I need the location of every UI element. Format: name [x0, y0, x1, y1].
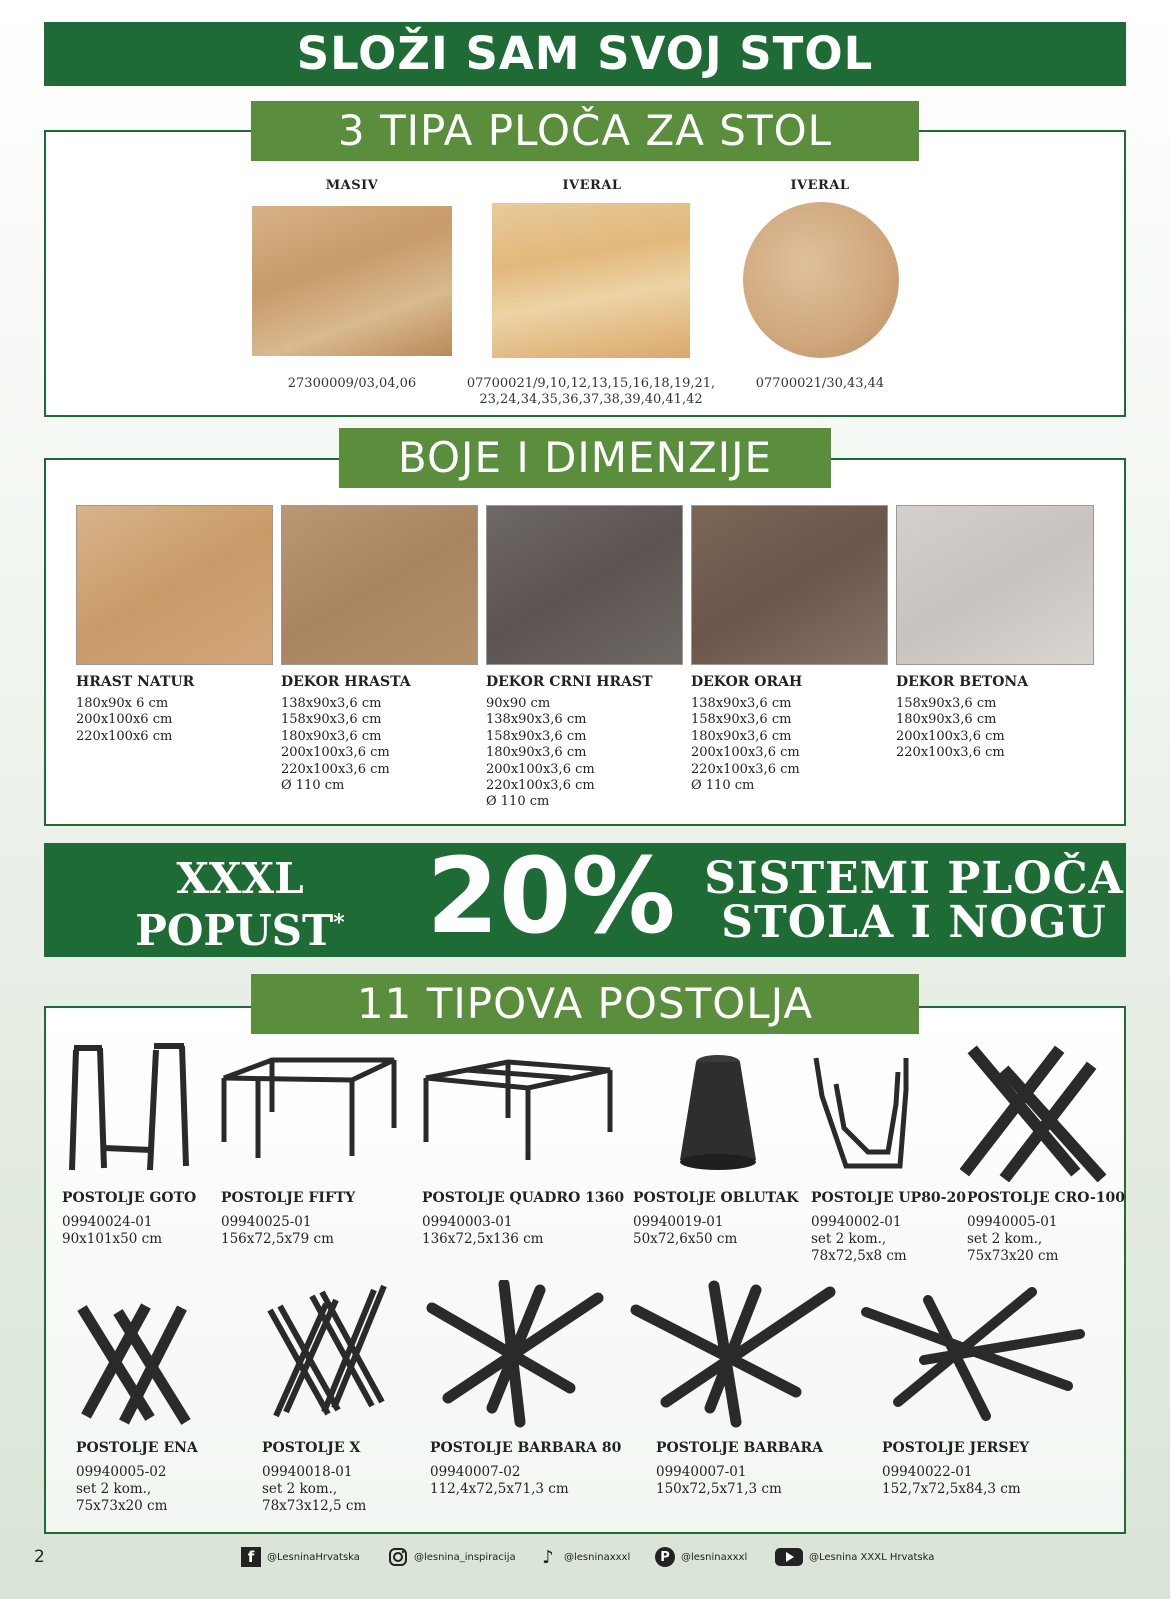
leg-name: POSTOLJE X	[262, 1440, 361, 1456]
leg-details	[221, 1214, 355, 1248]
leg-code: 09940005-02	[76, 1464, 167, 1480]
leg-dimensions: 78x73x12,5 cm	[262, 1498, 367, 1514]
dim-line: 200x100x3,6 cm	[691, 745, 800, 761]
leg-dimensions: 78x72,5x8 cm	[811, 1248, 907, 1264]
leg-details	[422, 1214, 624, 1248]
leg-info-fifty	[221, 1190, 355, 1248]
leg-info-ena	[76, 1440, 198, 1515]
leg-name: POSTOLJE GOTO	[62, 1190, 197, 1206]
leg-details	[76, 1464, 198, 1515]
leg-dimensions: 136x72,5x136 cm	[422, 1231, 544, 1247]
leg-set: set 2 kom.,	[811, 1231, 887, 1247]
leg-name: POSTOLJE BARBARA	[656, 1440, 823, 1456]
board-title-iveral-round: IVERAL	[790, 178, 850, 193]
color-dims	[896, 696, 1094, 762]
color-info-hrast-natur	[76, 674, 273, 745]
leg-name: POSTOLJE BARBARA 80	[430, 1440, 622, 1456]
color-name: HRAST NATUR	[76, 674, 195, 690]
leg-up80-drawing	[810, 1050, 930, 1176]
promo-xxxl: XXXL	[176, 854, 304, 903]
dim-line: 180x90x3,6 cm	[691, 728, 792, 744]
facebook-icon: f	[241, 1547, 261, 1567]
leg-name: POSTOLJE JERSEY	[882, 1440, 1030, 1456]
leg-details	[430, 1464, 621, 1498]
leg-info-quadro	[422, 1190, 624, 1248]
footer-youtube-handle: @Lesnina XXXL Hrvatska	[809, 1551, 935, 1563]
youtube-icon	[775, 1547, 803, 1567]
boards-section-label: 3 TIPA PLOČA ZA STOL	[251, 101, 919, 161]
instagram-icon	[388, 1547, 408, 1567]
leg-fifty-drawing	[212, 1050, 402, 1170]
leg-code: 09940007-01	[656, 1464, 747, 1480]
board-code-masiv: 27300009/03,04,06	[287, 376, 417, 391]
leg-x-drawing	[256, 1282, 396, 1432]
color-info-dekor-hrasta	[281, 674, 478, 794]
leg-set: set 2 kom.,	[262, 1481, 338, 1497]
dim-line: 220x100x3,6 cm	[691, 761, 800, 777]
footer-instagram-handle: @lesnina_inspiracija	[414, 1551, 516, 1563]
promo-percent: 20%	[426, 835, 676, 957]
dim-line: 158x90x3,6 cm	[486, 728, 587, 744]
dim-line: 220x100x3,6 cm	[896, 745, 1005, 761]
leg-info-cro100	[967, 1190, 1125, 1265]
board-title-masiv: MASIV	[325, 178, 379, 193]
board-image-iveral-round	[743, 202, 899, 358]
leg-dimensions: 75x73x20 cm	[967, 1248, 1059, 1264]
page-number: 2	[34, 1547, 45, 1567]
board-code-iveral-line2: 23,24,34,35,36,37,38,39,40,41,42	[479, 392, 703, 407]
leg-name: POSTOLJE CRO-100	[967, 1190, 1125, 1206]
leg-info-oblutak	[633, 1190, 798, 1248]
promo-xxxl-popust	[110, 854, 370, 955]
leg-code: 09940003-01	[422, 1214, 513, 1230]
leg-name: POSTOLJE FIFTY	[221, 1190, 356, 1206]
footer-tiktok[interactable]	[538, 1547, 630, 1567]
leg-info-jersey	[882, 1440, 1029, 1498]
leg-barbara80-drawing	[420, 1280, 610, 1430]
color-name: DEKOR BETONA	[896, 674, 1029, 690]
dim-line: 180x90x3,6 cm	[281, 728, 382, 744]
dim-line: 138x90x3,6 cm	[486, 712, 587, 728]
board-code-iveral-line1: 07700021/9,10,12,13,15,16,18,19,21,	[466, 376, 716, 391]
dim-line: 158x90x3,6 cm	[281, 712, 382, 728]
footer-pinterest-handle: @lesninaxxxl	[681, 1551, 748, 1563]
promo-popust-line	[110, 901, 370, 953]
swatch-dekor-betona	[896, 505, 1094, 665]
dim-line: Ø 110 cm	[691, 778, 755, 794]
leg-quadro-drawing	[418, 1056, 618, 1168]
dim-line: 158x90x3,6 cm	[691, 712, 792, 728]
leg-set: set 2 kom.,	[76, 1481, 152, 1497]
dim-line: 200x100x3,6 cm	[896, 728, 1005, 744]
leg-code: 09940019-01	[633, 1214, 724, 1230]
swatch-dekor-crni-hrast	[486, 505, 683, 665]
color-info-dekor-betona	[896, 674, 1094, 762]
leg-code: 09940024-01	[62, 1214, 153, 1230]
leg-details	[967, 1214, 1125, 1265]
color-dims	[281, 696, 478, 794]
board-image-iveral	[492, 203, 690, 358]
leg-info-goto	[62, 1190, 196, 1248]
dim-line: 90x90 cm	[486, 696, 551, 711]
leg-name: POSTOLJE QUADRO 1360	[422, 1190, 625, 1206]
leg-name: POSTOLJE OBLUTAK	[633, 1190, 799, 1206]
board-code-iveral	[452, 376, 730, 408]
promo-popust: POPUST	[135, 906, 334, 955]
colors-section-label: BOJE I DIMENZIJE	[339, 428, 831, 488]
dim-line: 220x100x6 cm	[76, 728, 173, 744]
promo-banner	[44, 835, 1126, 957]
color-dims	[691, 696, 888, 794]
leg-set: set 2 kom.,	[967, 1231, 1043, 1247]
dim-line: 200x100x6 cm	[76, 712, 173, 728]
dim-line: Ø 110 cm	[281, 778, 345, 794]
leg-barbara-drawing	[626, 1278, 840, 1428]
leg-code: 09940007-02	[430, 1464, 521, 1480]
dim-line: 138x90x3,6 cm	[281, 696, 382, 711]
dim-line: 200x100x3,6 cm	[281, 745, 390, 761]
leg-code: 09940018-01	[262, 1464, 353, 1480]
pinterest-icon: P	[655, 1547, 675, 1567]
leg-details	[262, 1464, 366, 1515]
board-title-iveral: IVERAL	[562, 178, 622, 193]
dim-line: 180x90x3,6 cm	[486, 745, 587, 761]
leg-details	[882, 1464, 1029, 1498]
dim-line: 158x90x3,6 cm	[896, 696, 997, 711]
leg-info-up80	[811, 1190, 966, 1265]
leg-code: 09940002-01	[811, 1214, 902, 1230]
board-image-masiv	[252, 206, 452, 356]
color-dims	[486, 696, 683, 811]
leg-dimensions: 90x101x50 cm	[62, 1231, 163, 1247]
dim-line: 138x90x3,6 cm	[691, 696, 792, 711]
leg-details	[633, 1214, 798, 1248]
color-name: DEKOR HRASTA	[281, 674, 411, 690]
leg-name: POSTOLJE ENA	[76, 1440, 198, 1456]
leg-dimensions: 150x72,5x71,3 cm	[656, 1481, 782, 1497]
footer-facebook[interactable]	[241, 1547, 360, 1567]
leg-cro100-drawing	[960, 1044, 1110, 1182]
dim-line: 180x90x3,6 cm	[896, 712, 997, 728]
promo-right-line1: SISTEMI PLOČA	[704, 853, 1124, 904]
leg-dimensions: 156x72,5x79 cm	[221, 1231, 334, 1247]
leg-dimensions: 112,4x72,5x71,3 cm	[430, 1481, 569, 1497]
leg-details	[62, 1214, 196, 1248]
leg-jersey-drawing	[858, 1286, 1088, 1426]
leg-dimensions: 50x72,6x50 cm	[633, 1231, 738, 1247]
color-name: DEKOR ORAH	[691, 674, 803, 690]
dim-line: 220x100x3,6 cm	[281, 761, 390, 777]
board-code-iveral-round: 07700021/30,43,44	[755, 376, 885, 391]
color-info-dekor-orah	[691, 674, 888, 794]
dim-line: 200x100x3,6 cm	[486, 761, 595, 777]
leg-goto-drawing	[62, 1038, 202, 1178]
promo-asterisk: *	[333, 910, 345, 936]
dim-line: Ø 110 cm	[486, 794, 550, 810]
leg-code: 09940005-01	[967, 1214, 1058, 1230]
leg-dimensions: 152,7x72,5x84,3 cm	[882, 1481, 1021, 1497]
leg-dimensions: 75x73x20 cm	[76, 1498, 168, 1514]
page-title: SLOŽI SAM SVOJ STOL	[44, 22, 1126, 86]
swatch-dekor-hrasta	[281, 505, 478, 665]
color-info-dekor-crni-hrast	[486, 674, 683, 811]
leg-info-barbara80	[430, 1440, 621, 1498]
color-dims	[76, 696, 273, 745]
tiktok-icon: ♪	[542, 1546, 554, 1568]
footer-pinterest[interactable]	[655, 1547, 747, 1567]
swatch-dekor-orah	[691, 505, 888, 665]
leg-details	[811, 1214, 966, 1265]
color-name: DEKOR CRNI HRAST	[486, 674, 653, 690]
leg-info-barbara	[656, 1440, 823, 1498]
footer-youtube[interactable]	[775, 1547, 934, 1567]
footer-tiktok-handle: @lesninaxxxl	[564, 1551, 631, 1563]
leg-code: 09940025-01	[221, 1214, 312, 1230]
legs-section-label: 11 TIPOVA POSTOLJA	[251, 974, 919, 1034]
dim-line: 220x100x3,6 cm	[486, 778, 595, 794]
leg-oblutak-drawing	[668, 1052, 768, 1176]
swatch-hrast-natur	[76, 505, 273, 665]
footer-facebook-handle: @LesninaHrvatska	[267, 1551, 360, 1563]
leg-details	[656, 1464, 823, 1498]
dim-line: 180x90x 6 cm	[76, 696, 169, 711]
promo-sistemi	[704, 853, 1124, 948]
leg-ena-drawing	[68, 1290, 198, 1430]
leg-name: POSTOLJE UP80-20	[811, 1190, 966, 1206]
footer-instagram[interactable]	[388, 1547, 516, 1567]
leg-code: 09940022-01	[882, 1464, 973, 1480]
promo-right-line2: STOLA I NOGU	[721, 897, 1107, 948]
leg-info-x	[262, 1440, 366, 1515]
